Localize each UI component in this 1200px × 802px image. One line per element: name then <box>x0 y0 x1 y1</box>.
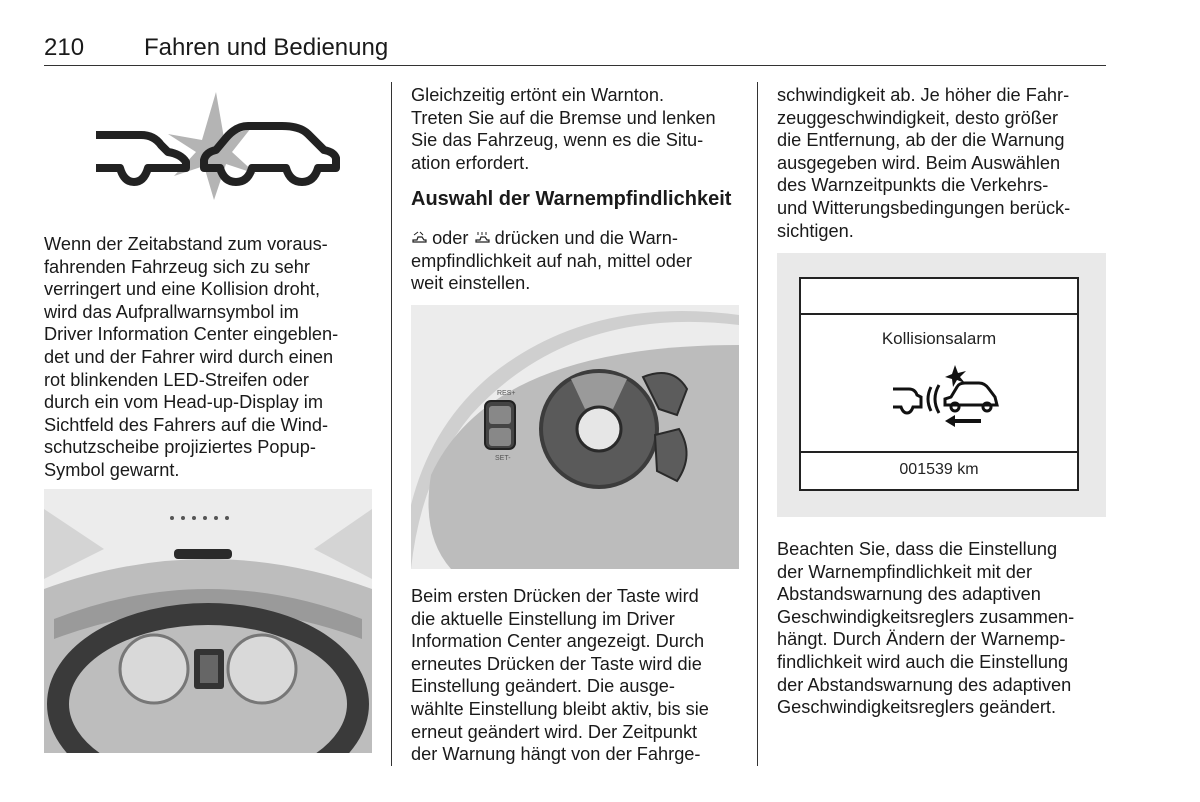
display-screen <box>799 277 1079 491</box>
page-number: 210 <box>44 34 85 61</box>
sensitivity-increase-icon <box>474 231 490 245</box>
page-header <box>44 34 1106 64</box>
middle-intro: Gleichzeitig ertönt ein Warnton. Treten Sie auf die Bremse und lenken Sie das Fahrzeug, wenn es die Situ- ation erfordert. <box>411 85 716 173</box>
middle-instruction: oder drücken und die Warn- empfindlichkeit auf nah, mittel oder weit einstellen. <box>411 228 693 294</box>
odometer-reading: 001539 km <box>899 461 979 478</box>
subheading: Auswahl der Warnempfindlichkeit <box>411 188 732 210</box>
section-title: Fahren und Bedienung <box>144 34 389 61</box>
header-rule <box>44 65 1106 66</box>
column-divider-right <box>757 82 758 766</box>
collision-alert-icon <box>885 361 1005 431</box>
collision-warning-icon <box>86 90 346 202</box>
column-divider-left <box>391 82 392 766</box>
display-bottom-rule <box>801 451 1077 453</box>
res-label: RES+ <box>497 390 516 397</box>
dashboard-photo <box>44 489 372 753</box>
left-paragraph: Wenn der Zeitabstand zum voraus- fahrenden Fahrzeug sich zu sehr verringert und eine Kollision droht, wird das Aufprallwarnsymbol im Driver Information Center eingeblen- det und der Fahrer wird durch einen rot blinkenden LED-Streifen oder durch ein vom Head-up-Display im Sichtfeld des Fahrers auf die Wind- schutzscheibe projiziertes Popup- Symbol gewarnt. <box>44 234 339 480</box>
middle-paragraph: Beim ersten Drücken der Taste wird die aktuelle Einstellung im Driver Information Center angezeigt. Durch erneutes Drücken der Taste wird die Einstellung geändert. Die ausge- wählte Einstellung bleibt aktiv, bis sie erneut geändert wird. Der Zeitpunkt der Warnung hängt von der Fahrge- <box>411 586 709 765</box>
set-label: SET- <box>495 455 511 462</box>
display-title: Kollisionsalarm <box>881 329 997 348</box>
display-top-rule <box>801 313 1077 315</box>
sensitivity-decrease-icon <box>411 231 427 245</box>
right-intro: schwindigkeit ab. Je höher die Fahr- zeuggeschwindigkeit, desto größer die Entfernung, ab der die Warnung ausgegeben wird. Beim Auswählen des Warnzeitpunkts die Verkehrs- und Witterungsbedingungen berück- sichtigen. <box>777 85 1071 241</box>
steering-wheel-photo <box>411 305 739 569</box>
driver-info-display <box>777 253 1106 517</box>
right-paragraph: Beachten Sie, dass die Einstellung der Warnempfindlichkeit mit der Abstandswarnung des adaptiven Geschwindigkeitsreglers zusammen- hängt. Durch Ändern der Warnemp- findlichkeit wird auch die Einstellung der Abstandswarnung des adaptiven Geschwindigkeitsreglers geändert. <box>777 539 1075 718</box>
